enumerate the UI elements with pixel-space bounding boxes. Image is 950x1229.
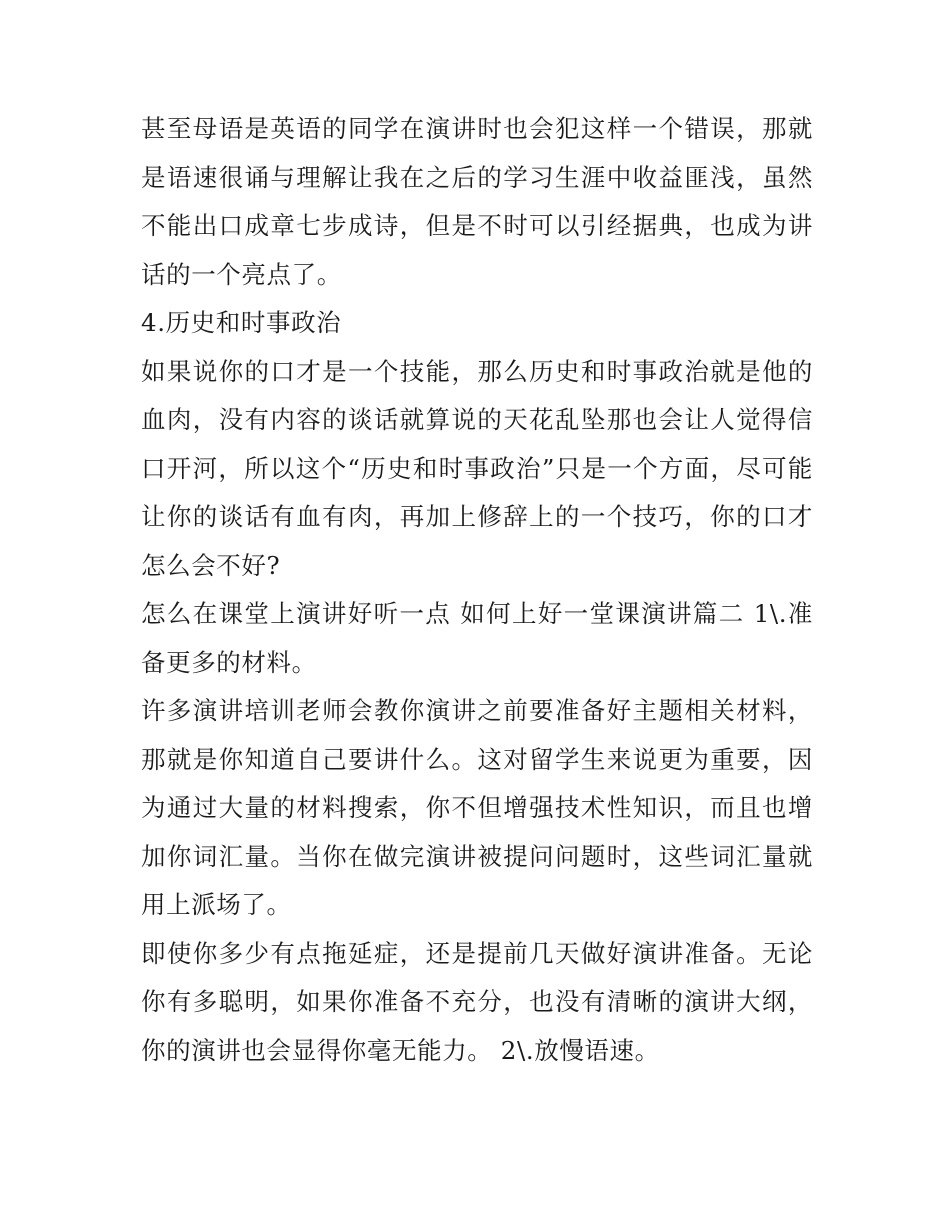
- paragraph-1: 甚至母语是英语的同学在演讲时也会犯这样一个错误，那就是语速很诵与理解让我在之后的学习生涯中收益匪浅，虽然不能出口成章七步成诗，但是不时可以引经据典，也成为讲话的一个亮点了。: [141, 114, 813, 289]
- paragraph-2: 如果说你的口才是一个技能，那么历史和时事政治就是他的血肉，没有内容的谈话就算说的天花乱坠那也会让人觉得信口开河，所以这个“历史和时事政治”只是一个方面，尽可能让你的谈话有血有肉，再加上修辞上的一个技巧，你的口才怎么会不好?: [141, 356, 813, 580]
- section-heading: 4.历史和时事政治: [141, 308, 342, 337]
- paragraph-4: 许多演讲培训老师会教你演讲之前要准备好主题相关材料，那就是你知道自己要讲什么。这对留学生来说更为重要，因为通过大量的材料搜索，你不但增强技术性知识，而且也增加你词汇量。当你在做完演讲被提问问题时，这些词汇量就用上派场了。: [141, 696, 813, 919]
- paragraph-5: 即使你多少有点拖延症，还是提前几天做好演讲准备。无论你有多聪明，如果你准备不充分，也没有清晰的演讲大纲，你的演讲也会显得你毫无能力。 2\.放慢语速。: [141, 938, 813, 1065]
- paragraph-3: 怎么在课堂上演讲好听一点 如何上好一堂课演讲篇二 1\.准备更多的材料。: [141, 599, 813, 677]
- document-body: [141, 105, 813, 1075]
